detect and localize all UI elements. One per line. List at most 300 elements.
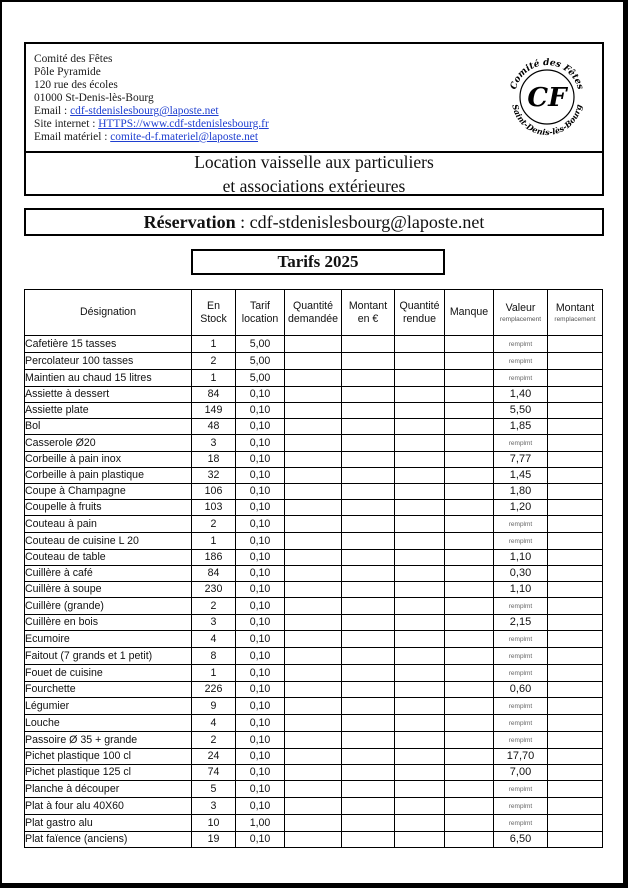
cell-montant[interactable] <box>342 648 395 665</box>
cell-montant-remplacement[interactable] <box>548 648 603 665</box>
table-row <box>25 698 603 715</box>
cell-manque[interactable] <box>445 419 494 435</box>
logo-bottom-text: Saint-Denis-lès-Bourg <box>510 103 584 138</box>
table-row <box>25 484 603 500</box>
cell-manque[interactable] <box>445 468 494 484</box>
header-quantite-rendue: Quantité rendue <box>395 290 445 336</box>
reservation-email: cdf-stdenislesbourg@laposte.net <box>249 212 485 232</box>
cell-valeur-remplacement: 6,50 <box>494 832 548 848</box>
cell-montant[interactable] <box>342 533 395 550</box>
logo-initials: CF <box>527 83 567 113</box>
cell-montant[interactable] <box>342 582 395 598</box>
cell-montant[interactable] <box>342 336 395 353</box>
cell-tarif: 0,10 <box>236 598 285 615</box>
cell-tarif: 0,10 <box>236 781 285 798</box>
cell-stock: 1 <box>192 336 236 353</box>
cell-quantite-demandee[interactable] <box>285 598 342 615</box>
table-row <box>25 452 603 468</box>
cell-valeur-remplacement <box>494 798 548 815</box>
cell-montant[interactable] <box>342 452 395 468</box>
cell-quantite-demandee[interactable] <box>285 765 342 781</box>
cell-montant[interactable] <box>342 500 395 516</box>
cell-tarif: 0,10 <box>236 615 285 631</box>
table-row <box>25 403 603 419</box>
cell-quantite-demandee[interactable] <box>285 665 342 682</box>
cell-quantite-demandee[interactable] <box>285 832 342 848</box>
cell-stock: 48 <box>192 419 236 435</box>
cell-valeur-remplacement: 1,80 <box>494 484 548 500</box>
cell-montant[interactable] <box>342 598 395 615</box>
cell-quantite-demandee[interactable] <box>285 582 342 598</box>
cell-montant-remplacement[interactable] <box>548 715 603 732</box>
org-street: 120 rue des écoles <box>34 79 118 91</box>
cell-quantite-rendue[interactable] <box>395 452 445 468</box>
cell-stock: 106 <box>192 484 236 500</box>
cell-stock: 103 <box>192 500 236 516</box>
cell-quantite-demandee[interactable] <box>285 781 342 798</box>
cell-montant-remplacement[interactable] <box>548 370 603 387</box>
cell-quantite-rendue[interactable] <box>395 648 445 665</box>
cell-valeur-remplacement <box>494 715 548 732</box>
cell-manque[interactable] <box>445 732 494 749</box>
cell-montant-remplacement[interactable] <box>548 516 603 533</box>
table-row <box>25 468 603 484</box>
cell-quantite-rendue[interactable] <box>395 353 445 370</box>
cell-quantite-rendue[interactable] <box>395 615 445 631</box>
rempl-placeholder: remplmt <box>508 636 533 643</box>
table-row <box>25 533 603 550</box>
cell-manque[interactable] <box>445 484 494 500</box>
cell-montant[interactable] <box>342 403 395 419</box>
cell-quantite-rendue[interactable] <box>395 798 445 815</box>
cell-designation: Assiette plate <box>25 403 192 419</box>
cell-quantite-rendue[interactable] <box>395 749 445 765</box>
cell-stock: 1 <box>192 665 236 682</box>
cell-quantite-demandee[interactable] <box>285 682 342 698</box>
comite-des-fetes-logo <box>504 54 590 140</box>
cell-quantite-rendue[interactable] <box>395 468 445 484</box>
cell-montant[interactable] <box>342 370 395 387</box>
table-row <box>25 435 603 452</box>
table-row <box>25 598 603 615</box>
cell-montant[interactable] <box>342 516 395 533</box>
cell-montant-remplacement[interactable] <box>548 484 603 500</box>
cell-montant-remplacement[interactable] <box>548 798 603 815</box>
cell-stock: 19 <box>192 832 236 848</box>
cell-tarif: 0,10 <box>236 648 285 665</box>
cell-tarif: 0,10 <box>236 631 285 648</box>
cell-designation: Corbeille à pain inox <box>25 452 192 468</box>
cell-tarif: 0,10 <box>236 533 285 550</box>
table-row <box>25 648 603 665</box>
cell-manque[interactable] <box>445 715 494 732</box>
cell-designation: Plat faïence (anciens) <box>25 832 192 848</box>
cell-stock: 186 <box>192 550 236 566</box>
cell-montant[interactable] <box>342 615 395 631</box>
cell-manque[interactable] <box>445 698 494 715</box>
cell-quantite-demandee[interactable] <box>285 370 342 387</box>
cell-stock: 24 <box>192 749 236 765</box>
table-row <box>25 765 603 781</box>
cell-designation: Fourchette <box>25 682 192 698</box>
table-row <box>25 336 603 353</box>
table-row <box>25 631 603 648</box>
cell-valeur-remplacement <box>494 370 548 387</box>
cell-montant-remplacement[interactable] <box>548 500 603 516</box>
cell-manque[interactable] <box>445 749 494 765</box>
cell-tarif: 0,10 <box>236 832 285 848</box>
cell-tarif: 5,00 <box>236 336 285 353</box>
cell-montant-remplacement[interactable] <box>548 598 603 615</box>
cell-montant-remplacement[interactable] <box>548 765 603 781</box>
org-material-email-link[interactable]: comite-d-f.materiel@laposte.net <box>110 131 258 143</box>
cell-montant[interactable] <box>342 484 395 500</box>
rempl-placeholder: remplmt <box>508 341 533 348</box>
cell-valeur-remplacement <box>494 533 548 550</box>
cell-designation: Cuillère à soupe <box>25 582 192 598</box>
cell-stock: 1 <box>192 533 236 550</box>
cell-quantite-demandee[interactable] <box>285 353 342 370</box>
cell-manque[interactable] <box>445 533 494 550</box>
cell-quantite-demandee[interactable] <box>285 533 342 550</box>
cell-montant[interactable] <box>342 435 395 452</box>
rempl-placeholder: remplmt <box>508 720 533 727</box>
cell-montant[interactable] <box>342 781 395 798</box>
cell-montant[interactable] <box>342 665 395 682</box>
org-site-line <box>34 118 269 131</box>
cell-stock: 84 <box>192 387 236 403</box>
cell-valeur-remplacement: 1,10 <box>494 550 548 566</box>
table-row <box>25 582 603 598</box>
cell-montant[interactable] <box>342 732 395 749</box>
org-site-label: Site internet : <box>34 118 99 130</box>
cell-montant-remplacement[interactable] <box>548 815 603 832</box>
cell-quantite-demandee[interactable] <box>285 484 342 500</box>
cell-tarif: 0,10 <box>236 387 285 403</box>
org-material-email-line <box>34 131 269 144</box>
cell-montant-remplacement[interactable] <box>548 403 603 419</box>
cell-quantite-demandee[interactable] <box>285 500 342 516</box>
cell-stock: 149 <box>192 403 236 419</box>
cell-valeur-remplacement <box>494 353 548 370</box>
cell-manque[interactable] <box>445 452 494 468</box>
cell-manque[interactable] <box>445 516 494 533</box>
cell-quantite-rendue[interactable] <box>395 336 445 353</box>
cell-montant[interactable] <box>342 832 395 848</box>
cell-manque[interactable] <box>445 353 494 370</box>
cell-manque[interactable] <box>445 832 494 848</box>
cell-stock: 2 <box>192 516 236 533</box>
cell-stock: 74 <box>192 765 236 781</box>
cell-manque[interactable] <box>445 403 494 419</box>
cell-quantite-demandee[interactable] <box>285 815 342 832</box>
org-email-link[interactable]: cdf-stdenislesbourg@laposte.net <box>70 105 219 117</box>
table-row <box>25 566 603 582</box>
cell-quantite-rendue[interactable] <box>395 665 445 682</box>
cell-manque[interactable] <box>445 598 494 615</box>
table-row <box>25 353 603 370</box>
cell-manque[interactable] <box>445 665 494 682</box>
cell-stock: 10 <box>192 815 236 832</box>
cell-quantite-rendue[interactable] <box>395 566 445 582</box>
table-row <box>25 815 603 832</box>
cell-quantite-demandee[interactable] <box>285 387 342 403</box>
cell-valeur-remplacement <box>494 516 548 533</box>
cell-valeur-remplacement <box>494 732 548 749</box>
header-tarif: Tarif location <box>236 290 285 336</box>
cell-quantite-rendue[interactable] <box>395 370 445 387</box>
cell-quantite-demandee[interactable] <box>285 798 342 815</box>
cell-tarif: 0,10 <box>236 798 285 815</box>
cell-quantite-rendue[interactable] <box>395 387 445 403</box>
rempl-placeholder: remplmt <box>508 603 533 610</box>
rempl-placeholder: remplmt <box>508 803 533 810</box>
cell-quantite-rendue[interactable] <box>395 815 445 832</box>
reservation-separator: : <box>235 212 250 232</box>
cell-manque[interactable] <box>445 648 494 665</box>
rempl-placeholder: remplmt <box>508 670 533 677</box>
table-row <box>25 500 603 516</box>
cell-tarif: 5,00 <box>236 370 285 387</box>
cell-quantite-rendue[interactable] <box>395 516 445 533</box>
cell-stock: 2 <box>192 732 236 749</box>
table-row <box>25 781 603 798</box>
cell-montant[interactable] <box>342 387 395 403</box>
cell-tarif: 5,00 <box>236 353 285 370</box>
cell-quantite-rendue[interactable] <box>395 715 445 732</box>
cell-manque[interactable] <box>445 781 494 798</box>
org-site-link[interactable]: HTTPS://www.cdf-stdenislesbourg.fr <box>98 118 269 130</box>
cell-stock: 84 <box>192 566 236 582</box>
cell-montant-remplacement[interactable] <box>548 353 603 370</box>
cell-valeur-remplacement <box>494 435 548 452</box>
cell-montant[interactable] <box>342 631 395 648</box>
cell-quantite-rendue[interactable] <box>395 631 445 648</box>
cell-manque[interactable] <box>445 798 494 815</box>
cell-designation: Ecumoire <box>25 631 192 648</box>
cell-quantite-demandee[interactable] <box>285 566 342 582</box>
cell-montant[interactable] <box>342 550 395 566</box>
logo-top-text: Comité des Fêtes <box>508 57 585 91</box>
cell-designation: Assiette à dessert <box>25 387 192 403</box>
cell-quantite-demandee[interactable] <box>285 631 342 648</box>
cell-valeur-remplacement <box>494 631 548 648</box>
cell-quantite-demandee[interactable] <box>285 516 342 533</box>
cell-quantite-rendue[interactable] <box>395 682 445 698</box>
cell-montant-remplacement[interactable] <box>548 615 603 631</box>
cell-quantite-demandee[interactable] <box>285 698 342 715</box>
cell-stock: 2 <box>192 353 236 370</box>
cell-stock: 9 <box>192 698 236 715</box>
rempl-placeholder: remplmt <box>508 521 533 528</box>
cell-quantite-rendue[interactable] <box>395 598 445 615</box>
cell-valeur-remplacement: 1,85 <box>494 419 548 435</box>
cell-tarif: 0,10 <box>236 403 285 419</box>
cell-quantite-demandee[interactable] <box>285 403 342 419</box>
cell-quantite-demandee[interactable] <box>285 749 342 765</box>
cell-stock: 8 <box>192 648 236 665</box>
cell-tarif: 0,10 <box>236 582 285 598</box>
table-row <box>25 370 603 387</box>
cell-manque[interactable] <box>445 387 494 403</box>
cell-manque[interactable] <box>445 682 494 698</box>
cell-quantite-demandee[interactable] <box>285 452 342 468</box>
cell-stock: 4 <box>192 715 236 732</box>
cell-montant-remplacement[interactable] <box>548 566 603 582</box>
cell-valeur-remplacement <box>494 648 548 665</box>
cell-manque[interactable] <box>445 815 494 832</box>
organization-header <box>24 42 604 153</box>
cell-designation: Planche à découper <box>25 781 192 798</box>
cell-valeur-remplacement: 1,10 <box>494 582 548 598</box>
cell-tarif: 0,10 <box>236 682 285 698</box>
table-row <box>25 798 603 815</box>
cell-tarif: 0,10 <box>236 516 285 533</box>
cell-valeur-remplacement <box>494 665 548 682</box>
org-email-label: Email : <box>34 105 71 117</box>
cell-quantite-rendue[interactable] <box>395 484 445 500</box>
cell-montant[interactable] <box>342 765 395 781</box>
cell-designation: Fouet de cuisine <box>25 665 192 682</box>
cell-montant[interactable] <box>342 468 395 484</box>
cell-tarif: 0,10 <box>236 698 285 715</box>
cell-quantite-rendue[interactable] <box>395 765 445 781</box>
cell-quantite-rendue[interactable] <box>395 500 445 516</box>
cell-montant-remplacement[interactable] <box>548 435 603 452</box>
cell-quantite-demandee[interactable] <box>285 550 342 566</box>
cell-designation: Couteau à pain <box>25 516 192 533</box>
cell-quantite-rendue[interactable] <box>395 582 445 598</box>
cell-quantite-demandee[interactable] <box>285 468 342 484</box>
cell-montant-remplacement[interactable] <box>548 749 603 765</box>
cell-montant[interactable] <box>342 419 395 435</box>
cell-montant-remplacement[interactable] <box>548 732 603 749</box>
cell-manque[interactable] <box>445 582 494 598</box>
cell-designation: Cuillère (grande) <box>25 598 192 615</box>
cell-quantite-rendue[interactable] <box>395 533 445 550</box>
cell-manque[interactable] <box>445 615 494 631</box>
cell-manque[interactable] <box>445 500 494 516</box>
cell-quantite-demandee[interactable] <box>285 419 342 435</box>
cell-manque[interactable] <box>445 370 494 387</box>
cell-designation: Percolateur 100 tasses <box>25 353 192 370</box>
cell-quantite-demandee[interactable] <box>285 715 342 732</box>
cell-manque[interactable] <box>445 631 494 648</box>
cell-montant-remplacement[interactable] <box>548 336 603 353</box>
cell-montant[interactable] <box>342 698 395 715</box>
cell-valeur-remplacement: 1,40 <box>494 387 548 403</box>
cell-montant-remplacement[interactable] <box>548 452 603 468</box>
cell-valeur-remplacement: 7,00 <box>494 765 548 781</box>
cell-stock: 2 <box>192 598 236 615</box>
cell-quantite-demandee[interactable] <box>285 648 342 665</box>
cell-montant[interactable] <box>342 815 395 832</box>
rempl-placeholder: remplmt <box>508 786 533 793</box>
cell-montant[interactable] <box>342 353 395 370</box>
cell-montant-remplacement[interactable] <box>548 468 603 484</box>
header-stock: En Stock <box>192 290 236 336</box>
cell-designation: Cuillère à café <box>25 566 192 582</box>
cell-montant-remplacement[interactable] <box>548 781 603 798</box>
cell-manque[interactable] <box>445 550 494 566</box>
cell-quantite-demandee[interactable] <box>285 336 342 353</box>
cell-quantite-rendue[interactable] <box>395 419 445 435</box>
cell-tarif: 0,10 <box>236 468 285 484</box>
rempl-placeholder: remplmt <box>508 820 533 827</box>
cell-montant[interactable] <box>342 715 395 732</box>
rempl-placeholder: remplmt <box>508 703 533 710</box>
cell-tarif: 0,10 <box>236 550 285 566</box>
cell-tarif: 0,10 <box>236 566 285 582</box>
table-row <box>25 732 603 749</box>
table-row <box>25 550 603 566</box>
cell-valeur-remplacement <box>494 698 548 715</box>
cell-designation: Pichet plastique 125 cl <box>25 765 192 781</box>
cell-montant-remplacement[interactable] <box>548 698 603 715</box>
cell-montant-remplacement[interactable] <box>548 682 603 698</box>
cell-quantite-rendue[interactable] <box>395 781 445 798</box>
cell-montant[interactable] <box>342 749 395 765</box>
cell-manque[interactable] <box>445 566 494 582</box>
cell-designation: Plat gastro alu <box>25 815 192 832</box>
cell-quantite-rendue[interactable] <box>395 550 445 566</box>
tarifs-title: Tarifs 2025 <box>191 249 445 275</box>
rempl-placeholder: remplmt <box>508 653 533 660</box>
organization-info <box>34 53 269 144</box>
cell-montant[interactable] <box>342 566 395 582</box>
cell-quantite-demandee[interactable] <box>285 732 342 749</box>
cell-quantite-rendue[interactable] <box>395 732 445 749</box>
header-designation: Désignation <box>25 290 192 336</box>
cell-manque[interactable] <box>445 336 494 353</box>
cell-montant[interactable] <box>342 682 395 698</box>
org-material-email-label: Email matériel : <box>34 131 111 143</box>
cell-montant-remplacement[interactable] <box>548 533 603 550</box>
title-line-2: et associations extérieures <box>222 176 406 196</box>
cell-montant-remplacement[interactable] <box>548 832 603 848</box>
cell-montant-remplacement[interactable] <box>548 550 603 566</box>
cell-designation: Louche <box>25 715 192 732</box>
cell-tarif: 0,10 <box>236 435 285 452</box>
cell-montant[interactable] <box>342 798 395 815</box>
cell-quantite-demandee[interactable] <box>285 435 342 452</box>
cell-tarif: 1,00 <box>236 815 285 832</box>
cell-montant-remplacement[interactable] <box>548 387 603 403</box>
cell-montant-remplacement[interactable] <box>548 419 603 435</box>
cell-quantite-rendue[interactable] <box>395 403 445 419</box>
cell-quantite-rendue[interactable] <box>395 435 445 452</box>
cell-quantite-demandee[interactable] <box>285 615 342 631</box>
cell-tarif: 0,10 <box>236 500 285 516</box>
cell-montant-remplacement[interactable] <box>548 665 603 682</box>
cell-manque[interactable] <box>445 765 494 781</box>
cell-montant-remplacement[interactable] <box>548 582 603 598</box>
cell-quantite-rendue[interactable] <box>395 698 445 715</box>
reservation-banner <box>24 208 604 236</box>
cell-quantite-rendue[interactable] <box>395 832 445 848</box>
cell-valeur-remplacement: 7,77 <box>494 452 548 468</box>
cell-designation: Couteau de table <box>25 550 192 566</box>
cell-designation: Plat à four alu 40X60 <box>25 798 192 815</box>
table-row <box>25 419 603 435</box>
cell-tarif: 0,10 <box>236 749 285 765</box>
rempl-placeholder: remplmt <box>508 358 533 365</box>
cell-designation: Maintien au chaud 15 litres <box>25 370 192 387</box>
cell-montant-remplacement[interactable] <box>548 631 603 648</box>
cell-stock: 3 <box>192 435 236 452</box>
cell-tarif: 0,10 <box>236 732 285 749</box>
cell-manque[interactable] <box>445 435 494 452</box>
